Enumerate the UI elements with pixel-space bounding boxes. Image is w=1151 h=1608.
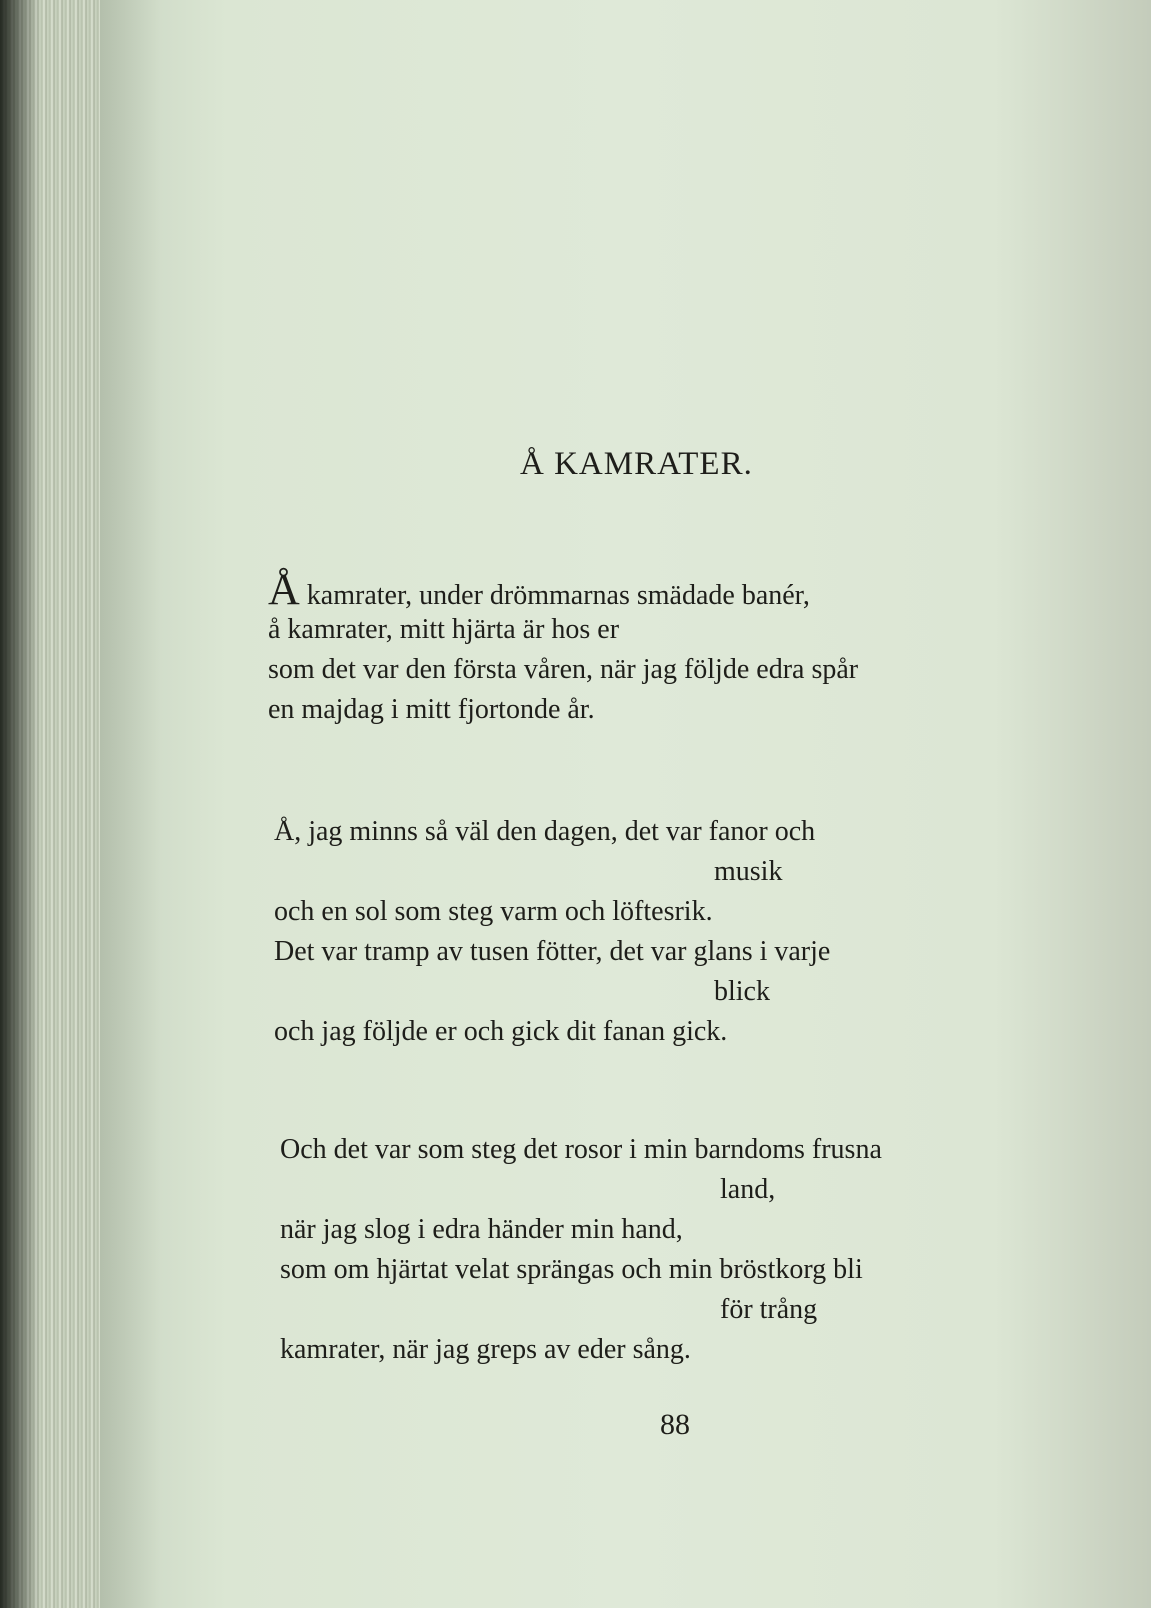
verse-line-continuation: blick xyxy=(714,976,770,1007)
verse-line: kamrater, när jag greps av eder sång. xyxy=(280,1334,691,1365)
verse-line: och jag följde er och gick dit fanan gick. xyxy=(274,1016,728,1047)
verse-line: som om hjärtat velat sprängas och min bröstkorg bli xyxy=(280,1254,863,1285)
verse-line: Och det var som steg det rosor i min barndoms frusna xyxy=(280,1134,882,1165)
verse-line: en majdag i mitt fjortonde år. xyxy=(268,694,595,725)
verse-line: Det var tramp av tusen fötter, det var glans i varje xyxy=(274,936,831,967)
stanza-3 xyxy=(280,1130,1080,1370)
verse-line xyxy=(268,565,1068,614)
poem-title: Å KAMRATER. xyxy=(520,446,753,482)
stanza-2 xyxy=(274,812,1074,1052)
verse-line: Å, jag minns så väl den dagen, det var fanor och xyxy=(274,816,816,847)
verse-line-continuation: land, xyxy=(720,1174,776,1205)
verse-line-text: kamrater, under drömmarnas smädade banér, xyxy=(299,580,810,611)
gutter-shade xyxy=(100,0,160,1608)
drop-cap: Å xyxy=(268,565,300,614)
binding-shadow xyxy=(0,0,40,1608)
verse-line: när jag slog i edra händer min hand, xyxy=(280,1214,683,1245)
verse-line-continuation: för trång xyxy=(720,1294,818,1325)
verse-line: å kamrater, mitt hjärta är hos er xyxy=(268,614,620,645)
verse-line-continuation: musik xyxy=(714,856,783,887)
verse-line: och en sol som steg varm och löftesrik. xyxy=(274,896,713,927)
stanza-1 xyxy=(268,565,1068,730)
page-number: 88 xyxy=(660,1408,690,1441)
verse-line: som det var den första våren, när jag följde edra spår xyxy=(268,654,859,685)
